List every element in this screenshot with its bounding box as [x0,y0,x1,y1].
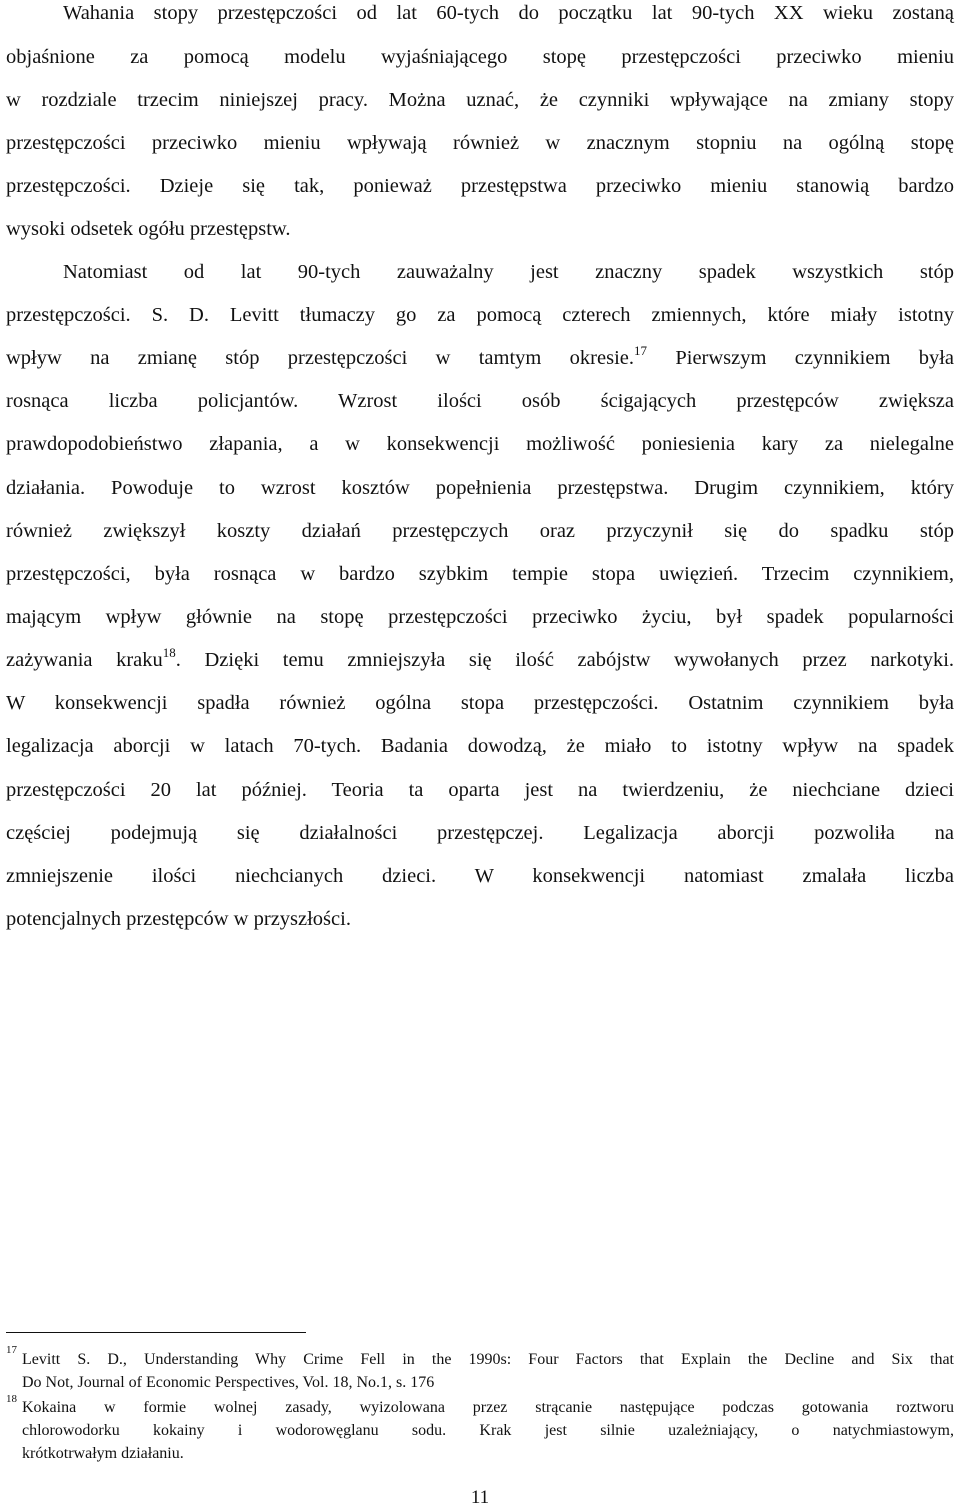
body-line [6,645,955,671]
body-line: również zwiększył koszty działań przestępczych oraz przyczynił się do spadku stóp [6,520,954,542]
body-line: objaśnione za pomocą modelu wyjaśniającego stopę przestępczości przeciwko mieniu [6,46,954,68]
body-line-text: . Dzięki temu zmniejszyła się ilość zabójstw wywołanych przez narkotyki. [175,649,955,671]
footnote-line: krótkotrwałym działaniu. [22,1445,184,1462]
page-number: 11 [470,1487,490,1508]
body-line: mającym wpływ głównie na stopę przestępczości przeciwko życiu, był spadek popularności [6,606,954,628]
footnote-line: Kokaina w formie wolnej zasady, wyizolowana przez strącanie następujące podczas gotowania roztworu [22,1399,954,1416]
footnote-number: 18 [6,1393,17,1405]
footnote-ref[interactable]: 17 [634,343,648,358]
body-line: Natomiast od lat 90-tych zauważalny jest znaczny spadek wszystkich stóp [63,261,954,283]
footnote-line: chlorowodorku kokainy i wodorowęglanu sodu. Krak jest silnie uzależniający, o natychmiastowym, [22,1422,954,1439]
body-line: przestępczości. Dzieje się tak, ponieważ przestępstwa przeciwko mieniu stanowią bardzo [6,175,954,197]
body-line: zmniejszenie ilości niechcianych dzieci. W konsekwencji natomiast zmalała liczba [6,865,954,887]
footnote-number: 17 [6,1344,17,1356]
body-line: prawdopodobieństwo złapania, a w konsekwencji możliwość poniesienia kary za nielegalne [6,433,954,455]
body-line: potencjalnych przestępców w przyszłości. [6,908,351,930]
footnote-line: Levitt S. D., Understanding Why Crime Fell in the 1990s: Four Factors that Explain the Decline and Six that [22,1351,954,1368]
body-line: przestępczości. S. D. Levitt tłumaczy go za pomocą czterech zmiennych, które miały istotny [6,304,954,326]
body-line: przestępczości, była rosnąca w bardzo szybkim tempie stopa uwięzień. Trzecim czynnikiem, [6,563,954,585]
body-line-text: zażywania kraku [6,649,163,671]
body-line-text: Pierwszym czynnikiem była [675,347,955,369]
footnote-line: Do Not, Journal of Economic Perspectives, Vol. 18, No.1, s. 176 [22,1374,435,1391]
body-line: wysoki odsetek ogółu przestępstw. [6,218,291,240]
body-line: częściej podejmują się działalności przestępczej. Legalizacja aborcji pozwoliła na [6,822,954,844]
body-line: przestępczości 20 lat później. Teoria ta oparta jest na twierdzeniu, że niechciane dzieci [6,779,954,801]
body-line: W konsekwencji spadła również ogólna stopa przestępczości. Ostatnim czynnikiem była [6,692,954,714]
body-line-text: wpływ na zmianę stóp przestępczości w tamtym okresie. [6,347,635,369]
body-line: przestępczości przeciwko mieniu wpływają również w znacznym stopniu na ogólną stopę [6,132,954,154]
footnote-ref[interactable]: 18 [162,645,176,660]
body-line: działania. Powoduje to wzrost kosztów popełnienia przestępstwa. Drugim czynnikiem, który [6,477,954,499]
body-line: w rozdziale trzecim niniejszej pracy. Można uznać, że czynniki wpływające na zmiany stopy [6,89,954,111]
body-line: rosnąca liczba policjantów. Wzrost ilości osób ścigających przestępców zwiększa [6,390,954,412]
body-line: legalizacja aborcji w latach 70-tych. Badania dowodzą, że miało to istotny wpływ na spadek [6,735,954,757]
body-line: Wahania stopy przestępczości od lat 60-tych do początku lat 90-tych XX wieku zostaną [63,2,954,24]
footnote-separator [6,1332,306,1333]
body-line [6,343,955,369]
